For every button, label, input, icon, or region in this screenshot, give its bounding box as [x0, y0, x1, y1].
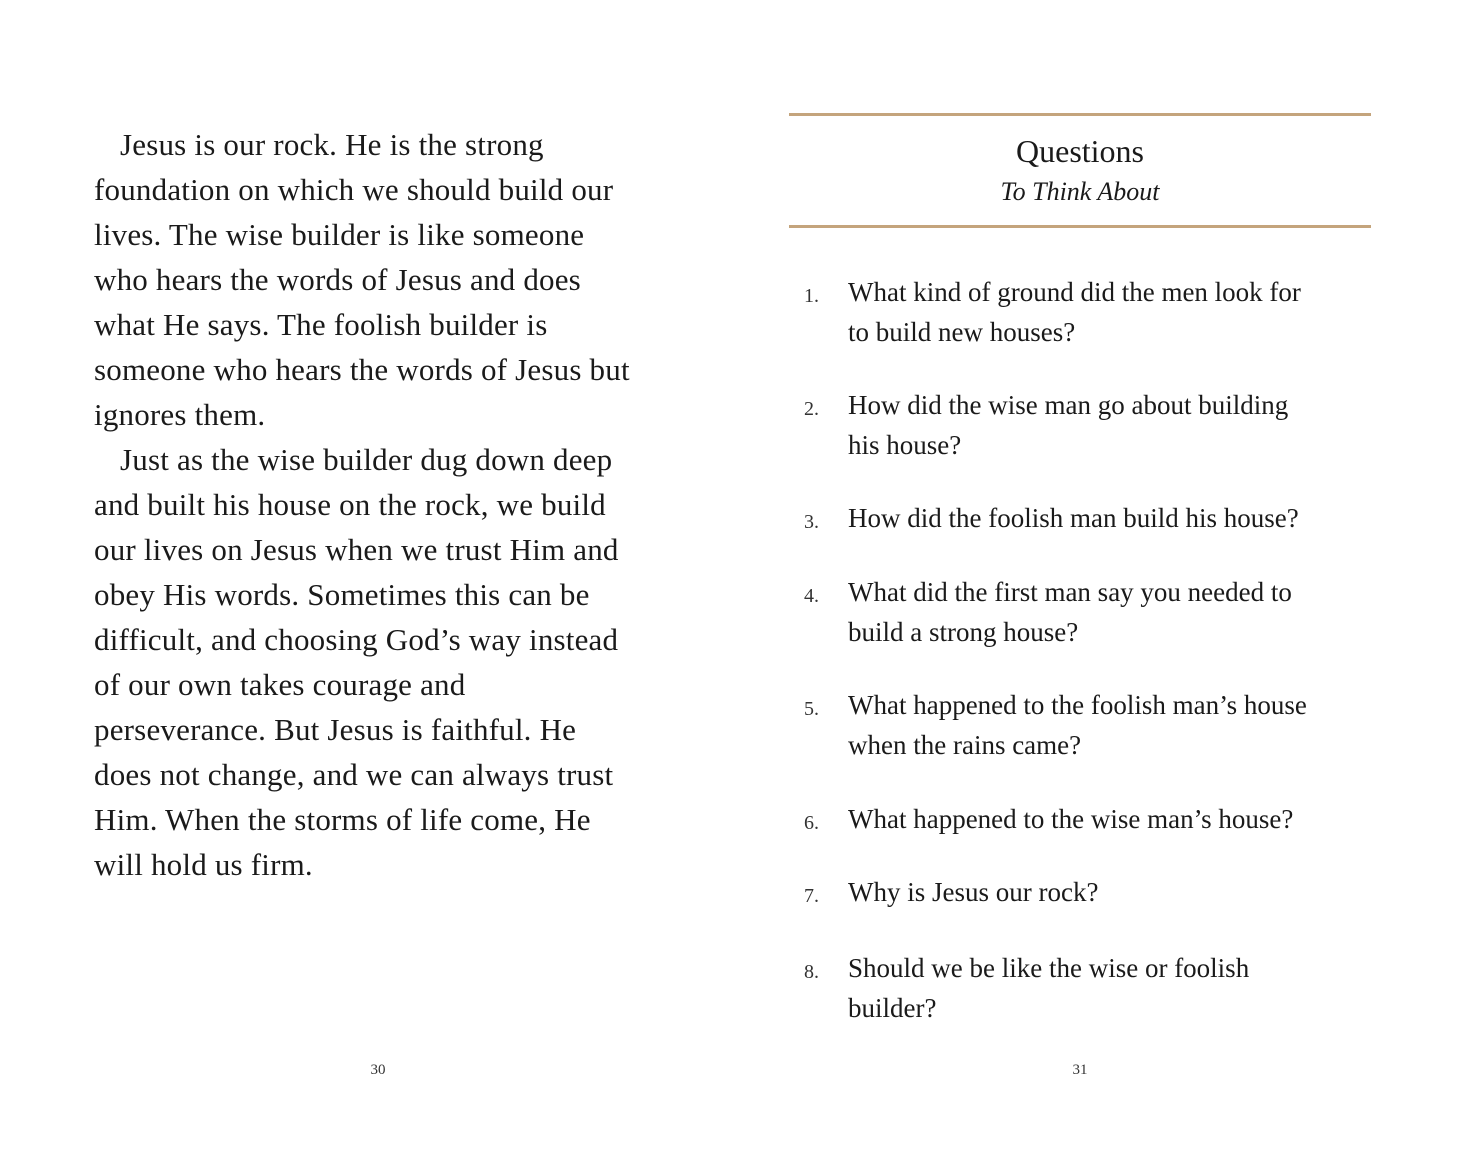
paragraph-1: Jesus is our rock. He is the strong foundation on which we should build our lives. The wise builder is like someone who hears the words of Jesus and does what He says. The foolish builder is someone who hears the words of Jesus but ignores them.	[94, 127, 630, 432]
question-number: 8.	[804, 961, 819, 983]
question-text: How did the foolish man build his house?	[848, 503, 1299, 533]
question-number: 3.	[804, 511, 819, 533]
header-bottom-rule	[789, 225, 1371, 228]
section-title: Questions	[1016, 133, 1144, 169]
header-top-rule	[789, 113, 1371, 116]
question-text: What did the first man say you needed to build a strong house?	[848, 577, 1292, 647]
question-text: What happened to the foolish man’s house when the rains came?	[848, 690, 1307, 760]
page-number-right: 31	[1072, 1062, 1088, 1078]
right-page	[730, 0, 1461, 1167]
question-number: 6.	[804, 812, 819, 834]
question-number: 5.	[804, 698, 819, 720]
question-number: 1.	[804, 285, 819, 307]
body-text	[94, 122, 674, 887]
section-subtitle: To Think About	[1000, 177, 1160, 206]
page-number-left: 30	[370, 1062, 386, 1078]
left-page	[0, 0, 730, 1167]
question-text: Should we be like the wise or foolish builder?	[848, 953, 1250, 1023]
question-text: What happened to the wise man’s house?	[848, 804, 1294, 834]
question-number: 7.	[804, 885, 819, 907]
question-text: What kind of ground did the men look for to build new houses?	[848, 277, 1301, 347]
question-number: 4.	[804, 585, 819, 607]
question-text: Why is Jesus our rock?	[848, 877, 1099, 907]
question-text: How did the wise man go about building his house?	[848, 390, 1289, 460]
question-number: 2.	[804, 398, 819, 420]
paragraph-2: Just as the wise builder dug down deep and built his house on the rock, we build our lives on Jesus when we trust Him and obey His words. Sometimes this can be difficult, and choosing God’s way instead of our own takes courage and perseverance. But Jesus is faithful. He does not change, and we can always trust Him. When the storms of life come, He will hold us firm.	[94, 442, 619, 882]
